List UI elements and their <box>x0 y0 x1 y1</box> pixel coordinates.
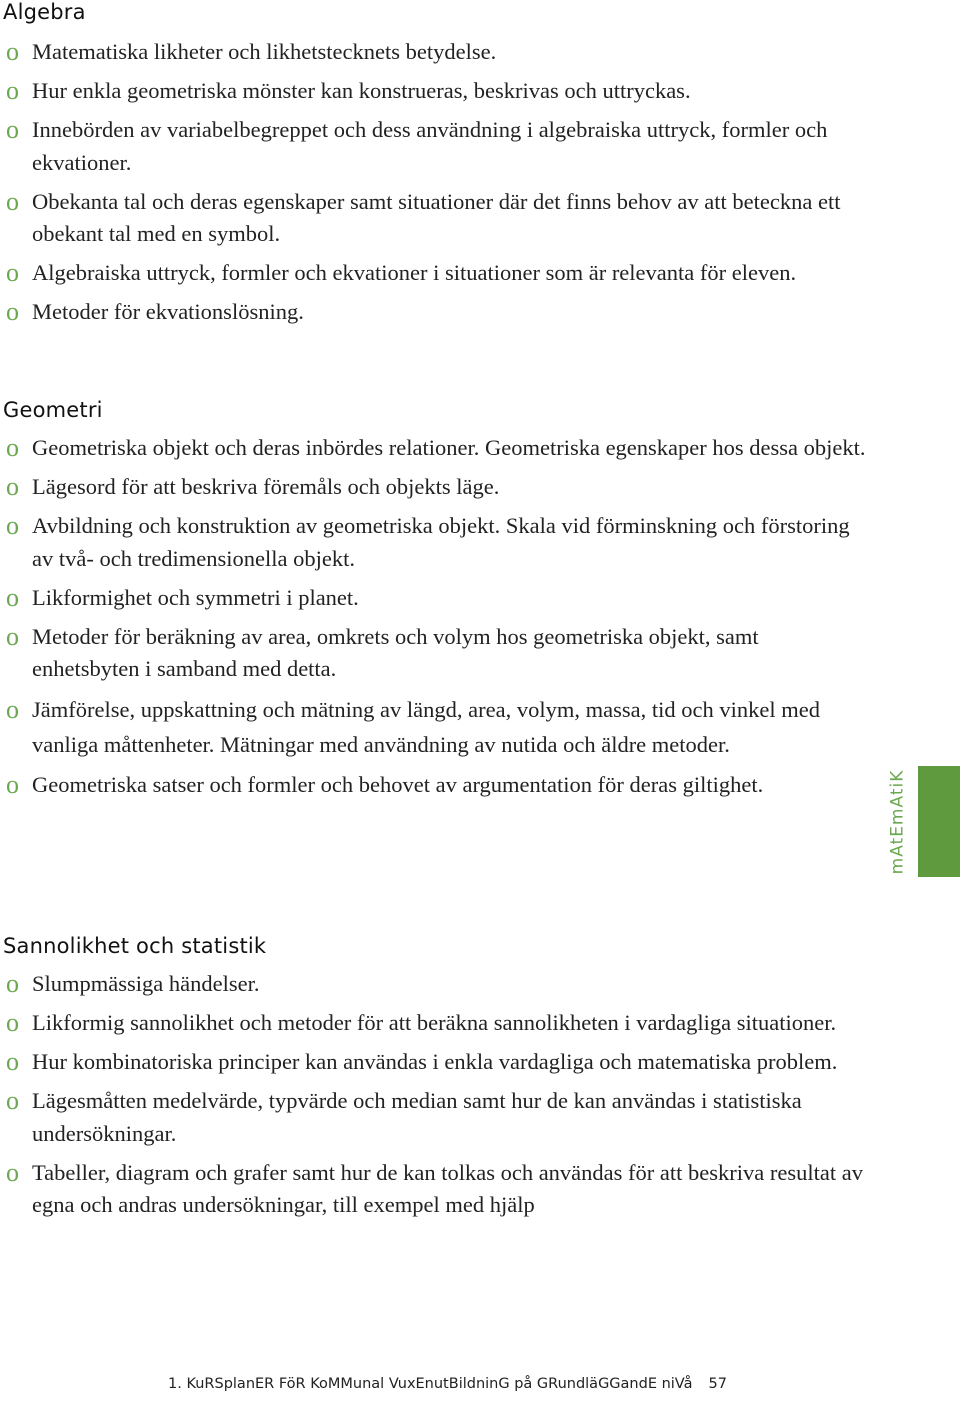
list-item: o Algebraiska uttryck, formler och ekvationer i situationer som är relevanta för eleven. <box>0 257 870 290</box>
section-sannolikhet <box>0 934 870 1228</box>
list-item: o Metoder för beräkning av area, omkrets och volym hos geometriska objekt, samt enhetsbyten i samband med detta. <box>6 621 759 681</box>
section-heading: Algebra <box>3 0 86 24</box>
bullet-icon: o <box>6 258 19 287</box>
footer-title: 1. KuRSplanER FöR KoMMunal VuxEnutBildninG på GRundläGGandE niVå <box>168 1376 693 1392</box>
list-item: o Jämförelse, uppskattning och mätning av längd, area, volym, massa, tid och vinkel med vanliga måttenheter. Mätningar med användning av nutida och äldre metoder. <box>0 692 870 762</box>
list-item: o Avbildning och konstruktion av geometriska objekt. Skala vid förminskning och förstoring av två- och tredimensionella objekt. <box>6 511 850 571</box>
section-heading: Geometri <box>3 398 103 422</box>
list-item: o Lägesord för att beskriva föremåls och objekts läge. <box>0 471 870 504</box>
bullet-icon: o <box>6 969 19 998</box>
bullet-icon: o <box>6 37 19 66</box>
item-list <box>0 36 870 329</box>
bullet-icon: o <box>6 695 19 724</box>
list-item: o Innebörden av variabelbegreppet och dess användning i algebraiska uttryck, formler och ekvationer. <box>6 115 828 175</box>
list-item: o Metoder för ekvationslösning. <box>0 296 870 329</box>
bullet-icon: o <box>6 1157 19 1187</box>
bullet-icon: o <box>6 1008 19 1037</box>
item-list <box>0 968 870 1222</box>
list-item: o Lägesmåtten medelvärde, typvärde och median samt hur de kan användas i statistiska undersökningar. <box>6 1086 802 1146</box>
list-item: o Geometriska satser och formler och behovet av argumentation för deras giltighet. <box>0 769 870 802</box>
list-item: o Likformig sannolikhet och metoder för att beräkna sannolikheten i vardagliga situationer. <box>0 1007 870 1040</box>
bullet-icon: o <box>6 472 19 501</box>
page-footer <box>168 1376 727 1392</box>
bullet-icon: o <box>6 621 19 651</box>
list-item: o Likformighet och symmetri i planet. <box>0 582 870 615</box>
item-list <box>0 432 870 801</box>
bullet-icon: o <box>6 115 19 144</box>
list-item: o Obekanta tal och deras egenskaper samt situationer där det finns behov av att beteckna ett obekant tal med en symbol. <box>6 186 841 246</box>
list-item: o Slumpmässiga händelser. <box>0 968 870 1001</box>
bullet-icon: o <box>6 186 19 216</box>
section-geometri <box>0 398 870 808</box>
list-item: o Hur kombinatoriska principer kan användas i enkla vardagliga och matematiska problem. <box>0 1046 870 1079</box>
list-item: o Matematiska likheter och likhetstecknets betydelse. <box>0 36 870 69</box>
bullet-icon: o <box>6 582 19 612</box>
bullet-icon: o <box>6 769 19 799</box>
bullet-icon: o <box>6 1047 19 1076</box>
list-item: o Tabeller, diagram och grafer samt hur de kan tolkas och användas för att beskriva resultat av egna och andras undersökningar, till exempel med hjälp <box>6 1157 863 1217</box>
side-tab-marker <box>918 766 960 877</box>
bullet-icon: o <box>6 511 19 540</box>
bullet-icon: o <box>6 1086 19 1115</box>
side-tab-label: mAtEmAtiK <box>887 769 908 874</box>
list-item: o Hur enkla geometriska mönster kan konstrueras, beskrivas och uttryckas. <box>0 75 870 108</box>
section-heading: Sannolikhet och statistik <box>3 934 267 958</box>
section-algebra <box>0 0 870 335</box>
page-number: 57 <box>708 1376 727 1392</box>
bullet-icon: o <box>6 76 19 105</box>
bullet-icon: o <box>6 433 19 462</box>
bullet-icon: o <box>6 297 19 326</box>
list-item: o Geometriska objekt och deras inbördes relationer. Geometriska egenskaper hos dessa objekt. <box>0 432 870 465</box>
